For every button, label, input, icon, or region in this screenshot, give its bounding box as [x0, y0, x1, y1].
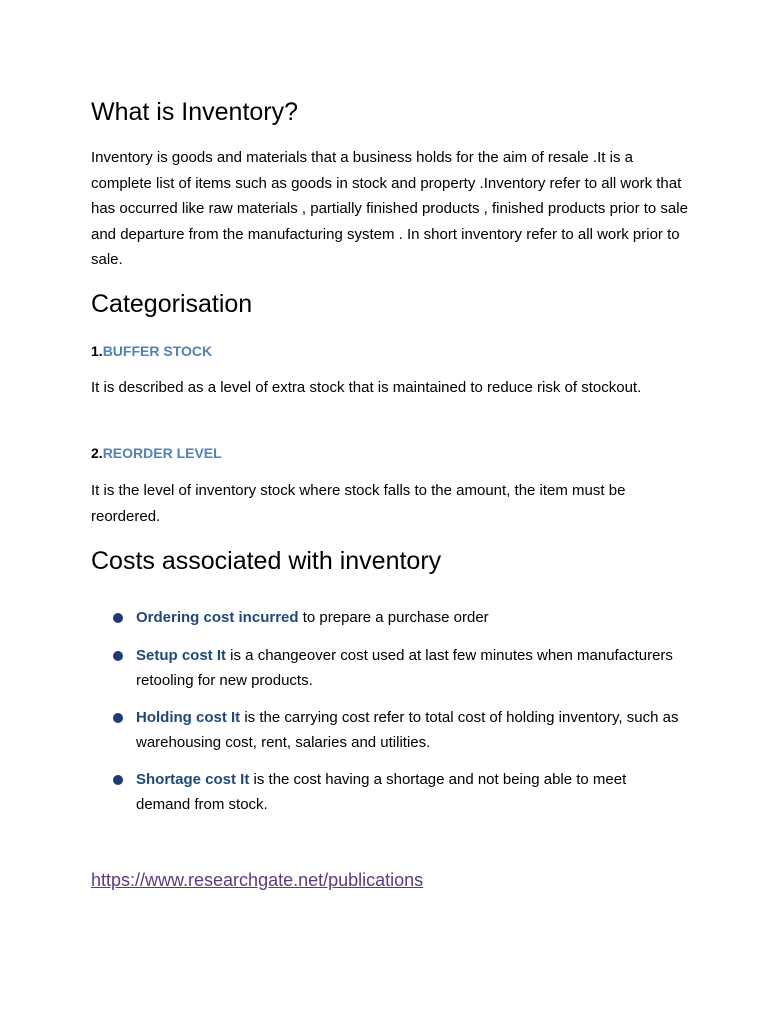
cost-term: Shortage cost It [136, 771, 250, 788]
bullet-text [136, 605, 681, 630]
cost-term: Ordering cost incurred [136, 609, 299, 626]
heading-categorisation: Categorisation [91, 290, 253, 318]
researchgate-link[interactable]: https://www.researchgate.net/publications [91, 870, 424, 890]
category-1-label: BUFFER STOCK [102, 343, 213, 359]
cost-description: is a changeover cost used at last few minutes when manufacturers retooling for new products. [136, 647, 673, 689]
cost-description: to prepare a purchase order [298, 609, 489, 626]
cost-description: is the carrying cost refer to total cost of holding inventory, such as warehousing cost, rent, salaries and utilities. [136, 709, 679, 751]
heading-costs: Costs associated with inventory [91, 547, 442, 575]
cost-description: is the cost having a shortage and not being able to meet demand from stock. [136, 771, 627, 813]
cost-term: Holding cost It [136, 709, 241, 726]
bullet-text [136, 705, 681, 755]
cost-term: Setup cost It [136, 647, 227, 664]
bullet-text [136, 767, 681, 817]
category-2-label: REORDER LEVEL [102, 445, 222, 461]
category-1-description: It is described as a level of extra stock that is maintained to reduce risk of stockout. [91, 379, 642, 396]
category-2-number: 2. [91, 445, 103, 461]
category-2-heading [91, 443, 222, 463]
category-1-heading [91, 341, 212, 361]
intro-paragraph: Inventory is goods and materials that a business holds for the aim of resale .It is a complete list of items such as goods in stock and property .Inventory refer to all work that has occurred like raw materials , partially finished products , finished products prior to sale and departure from the manufacturing system . In short inventory refer to all work prior to sale. [91, 149, 688, 268]
category-1-number: 1. [91, 343, 103, 359]
bullet-icon [113, 651, 123, 661]
bullet-icon [113, 613, 123, 623]
bullet-icon [113, 775, 123, 785]
category-2-description: It is the level of inventory stock where stock falls to the amount, the item must be reordered. [91, 482, 626, 525]
heading-what-is-inventory: What is Inventory? [91, 98, 299, 126]
bullet-text [136, 643, 681, 693]
bullet-icon [113, 713, 123, 723]
